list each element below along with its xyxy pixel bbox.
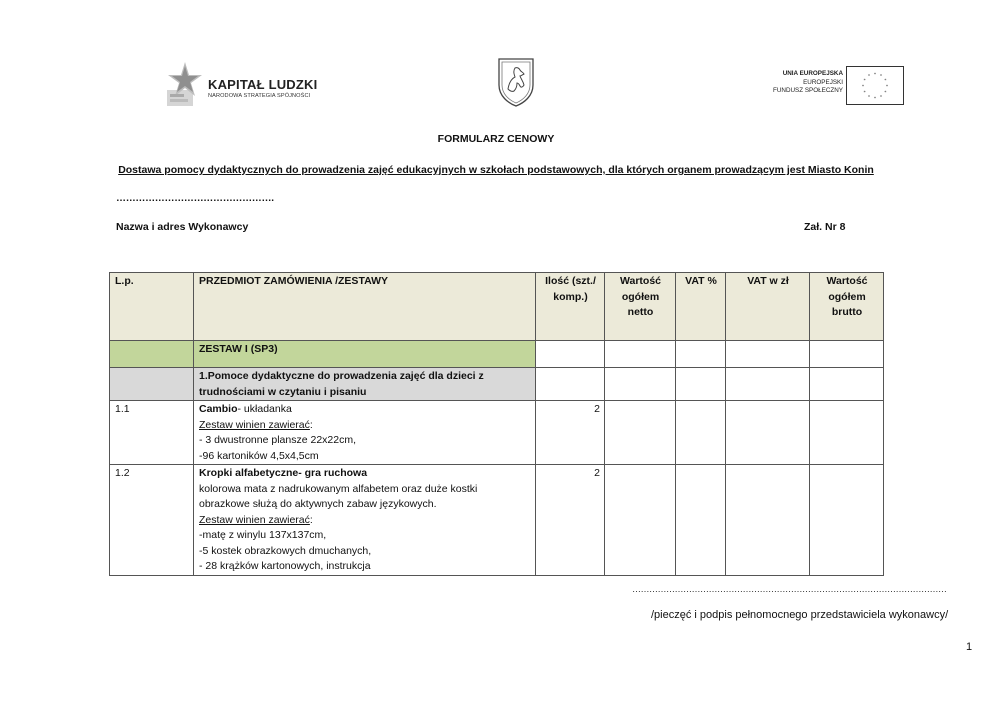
set-vat-zl-cell[interactable] (726, 341, 810, 368)
item-name-suffix: - układanka (237, 403, 292, 415)
table-header-row (110, 273, 884, 341)
group-vat-zl-cell[interactable] (726, 368, 810, 401)
item-lp: 1.1 (110, 401, 194, 465)
attachment-number: Zał. Nr 8 (804, 221, 846, 233)
eu-line-3: FUNDUSZ SPOŁECZNY (773, 87, 843, 95)
table-row (110, 401, 884, 465)
item-gross-cell[interactable] (810, 465, 884, 576)
set-qty-cell[interactable] (536, 341, 605, 368)
item-desc-text: kolorowa mata z nadrukowanym alfabetem oraz duże kostki obrazkowe służą do aktywnych zabaw językowych. (199, 482, 478, 510)
vendor-name-placeholder: …………………………………………. (116, 193, 274, 204)
kapital-ludzki-logo (166, 60, 336, 108)
set-gross-cell[interactable] (810, 341, 884, 368)
item-vat-zl-cell[interactable] (726, 465, 810, 576)
konin-crest-horse-icon (496, 55, 536, 107)
group-net-cell[interactable] (605, 368, 676, 401)
group-row (110, 368, 884, 401)
svg-text:*: * (867, 74, 871, 80)
price-table (109, 272, 884, 576)
svg-text:*: * (884, 91, 887, 96)
item-quantity: 2 (536, 401, 605, 465)
item-vat-pct-cell[interactable] (676, 401, 726, 465)
set-net-cell[interactable] (605, 341, 676, 368)
item-net-cell[interactable] (605, 401, 676, 465)
item-contains-label: Zestaw winien zawierać (199, 418, 310, 431)
header-quantity: Ilość (szt./ komp.) (536, 273, 605, 341)
set-row (110, 341, 884, 368)
svg-text:*: * (867, 95, 871, 101)
item-contains-label: Zestaw winien zawierać (199, 513, 310, 526)
item-net-cell[interactable] (605, 465, 676, 576)
group-gross-cell[interactable] (810, 368, 884, 401)
eu-line-2: EUROPEJSKI (803, 78, 843, 86)
header-vat-amount: VAT w zł (726, 273, 810, 341)
group-qty-cell[interactable] (536, 368, 605, 401)
page-number: 1 (966, 641, 973, 653)
document-title: FORMULARZ CENOWY (437, 133, 555, 145)
kapital-ludzki-star-icon (166, 60, 204, 106)
group-label: 1.Pomoce dydaktyczne do prowadzenia zajęć dla dzieci z trudnościami w czytaniu i pisaniu (194, 368, 536, 401)
item-line: -matę z winylu 137x137cm, (199, 529, 327, 541)
header-vat-percent: VAT % (676, 273, 726, 341)
svg-text:*: * (861, 85, 865, 90)
set-vat-pct-cell[interactable] (676, 341, 726, 368)
svg-text:*: * (885, 85, 889, 90)
table-row (110, 465, 884, 576)
vendor-label: Nazwa i adres Wykonawcy (116, 221, 249, 233)
svg-text:*: * (873, 97, 877, 102)
item-description: Kropki alfabetyczne- gra ruchowa kolorowa mata z nadrukowanym alfabetem oraz duże kostki obrazkowe służą do aktywnych zabaw językowych. Zestaw winien zawierać: -matę z winylu 137x137cm, -5 kostek obrazkowych dmuchanych, - 28 krążków kartonowych, instrukcja (194, 465, 536, 576)
svg-text:*: * (879, 95, 883, 101)
item-description: Cambio- układanka Zestaw winien zawierać: - 3 dwustronne plansze 22x22cm, -96 kartoników 4,5x4,5cm (194, 401, 536, 465)
item-quantity: 2 (536, 465, 605, 576)
logo-subtitle: NARODOWA STRATEGIA SPÓJNOŚCI (208, 93, 311, 99)
logo-title: KAPITAŁ LUDZKI (208, 77, 318, 92)
item-vat-zl-cell[interactable] (726, 401, 810, 465)
item-name: Kropki alfabetyczne- gra ruchowa (199, 467, 368, 479)
signature-line: ………………………………………………………………………………………………… (632, 584, 947, 594)
set-label: ZESTAW I (SP3) (194, 341, 536, 368)
header-gross-value: Wartość ogółem brutto (810, 273, 884, 341)
item-line: - 3 dwustronne plansze 22x22cm, (199, 434, 357, 446)
group-vat-pct-cell[interactable] (676, 368, 726, 401)
svg-text:*: * (873, 73, 877, 78)
header-lp: L.p. (110, 273, 194, 341)
item-line: -96 kartoników 4,5x4,5cm (199, 449, 319, 462)
item-name: Cambio (199, 403, 238, 415)
item-vat-pct-cell[interactable] (676, 465, 726, 576)
item-lp: 1.2 (110, 465, 194, 576)
eu-logo (740, 66, 905, 104)
header-item: PRZEDMIOT ZAMÓWIENIA /ZESTAWY (194, 273, 536, 341)
svg-text:*: * (863, 79, 866, 84)
header-net-value: Wartość ogółem netto (605, 273, 676, 341)
eu-line-1: UNIA EUROPEJSKA (782, 70, 843, 77)
svg-text:*: * (863, 91, 866, 96)
item-line: - 28 krążków kartonowych, instrukcja (199, 560, 371, 572)
eu-flag-icon (846, 66, 904, 105)
item-gross-cell[interactable] (810, 401, 884, 465)
item-line: -5 kostek obrazkowych dmuchanych, (199, 544, 372, 557)
svg-text:*: * (884, 79, 887, 84)
document-subject: Dostawa pomocy dydaktycznych do prowadzenia zajęć edukacyjnych w szkołach podstawowych, dla których organem prowadzącym jest Miasto Konin (118, 164, 874, 176)
signature-label: /pieczęć i podpis pełnomocnego przedstawiciela wykonawcy/ (651, 609, 949, 621)
konin-crest (496, 55, 536, 107)
svg-text:*: * (879, 74, 883, 80)
